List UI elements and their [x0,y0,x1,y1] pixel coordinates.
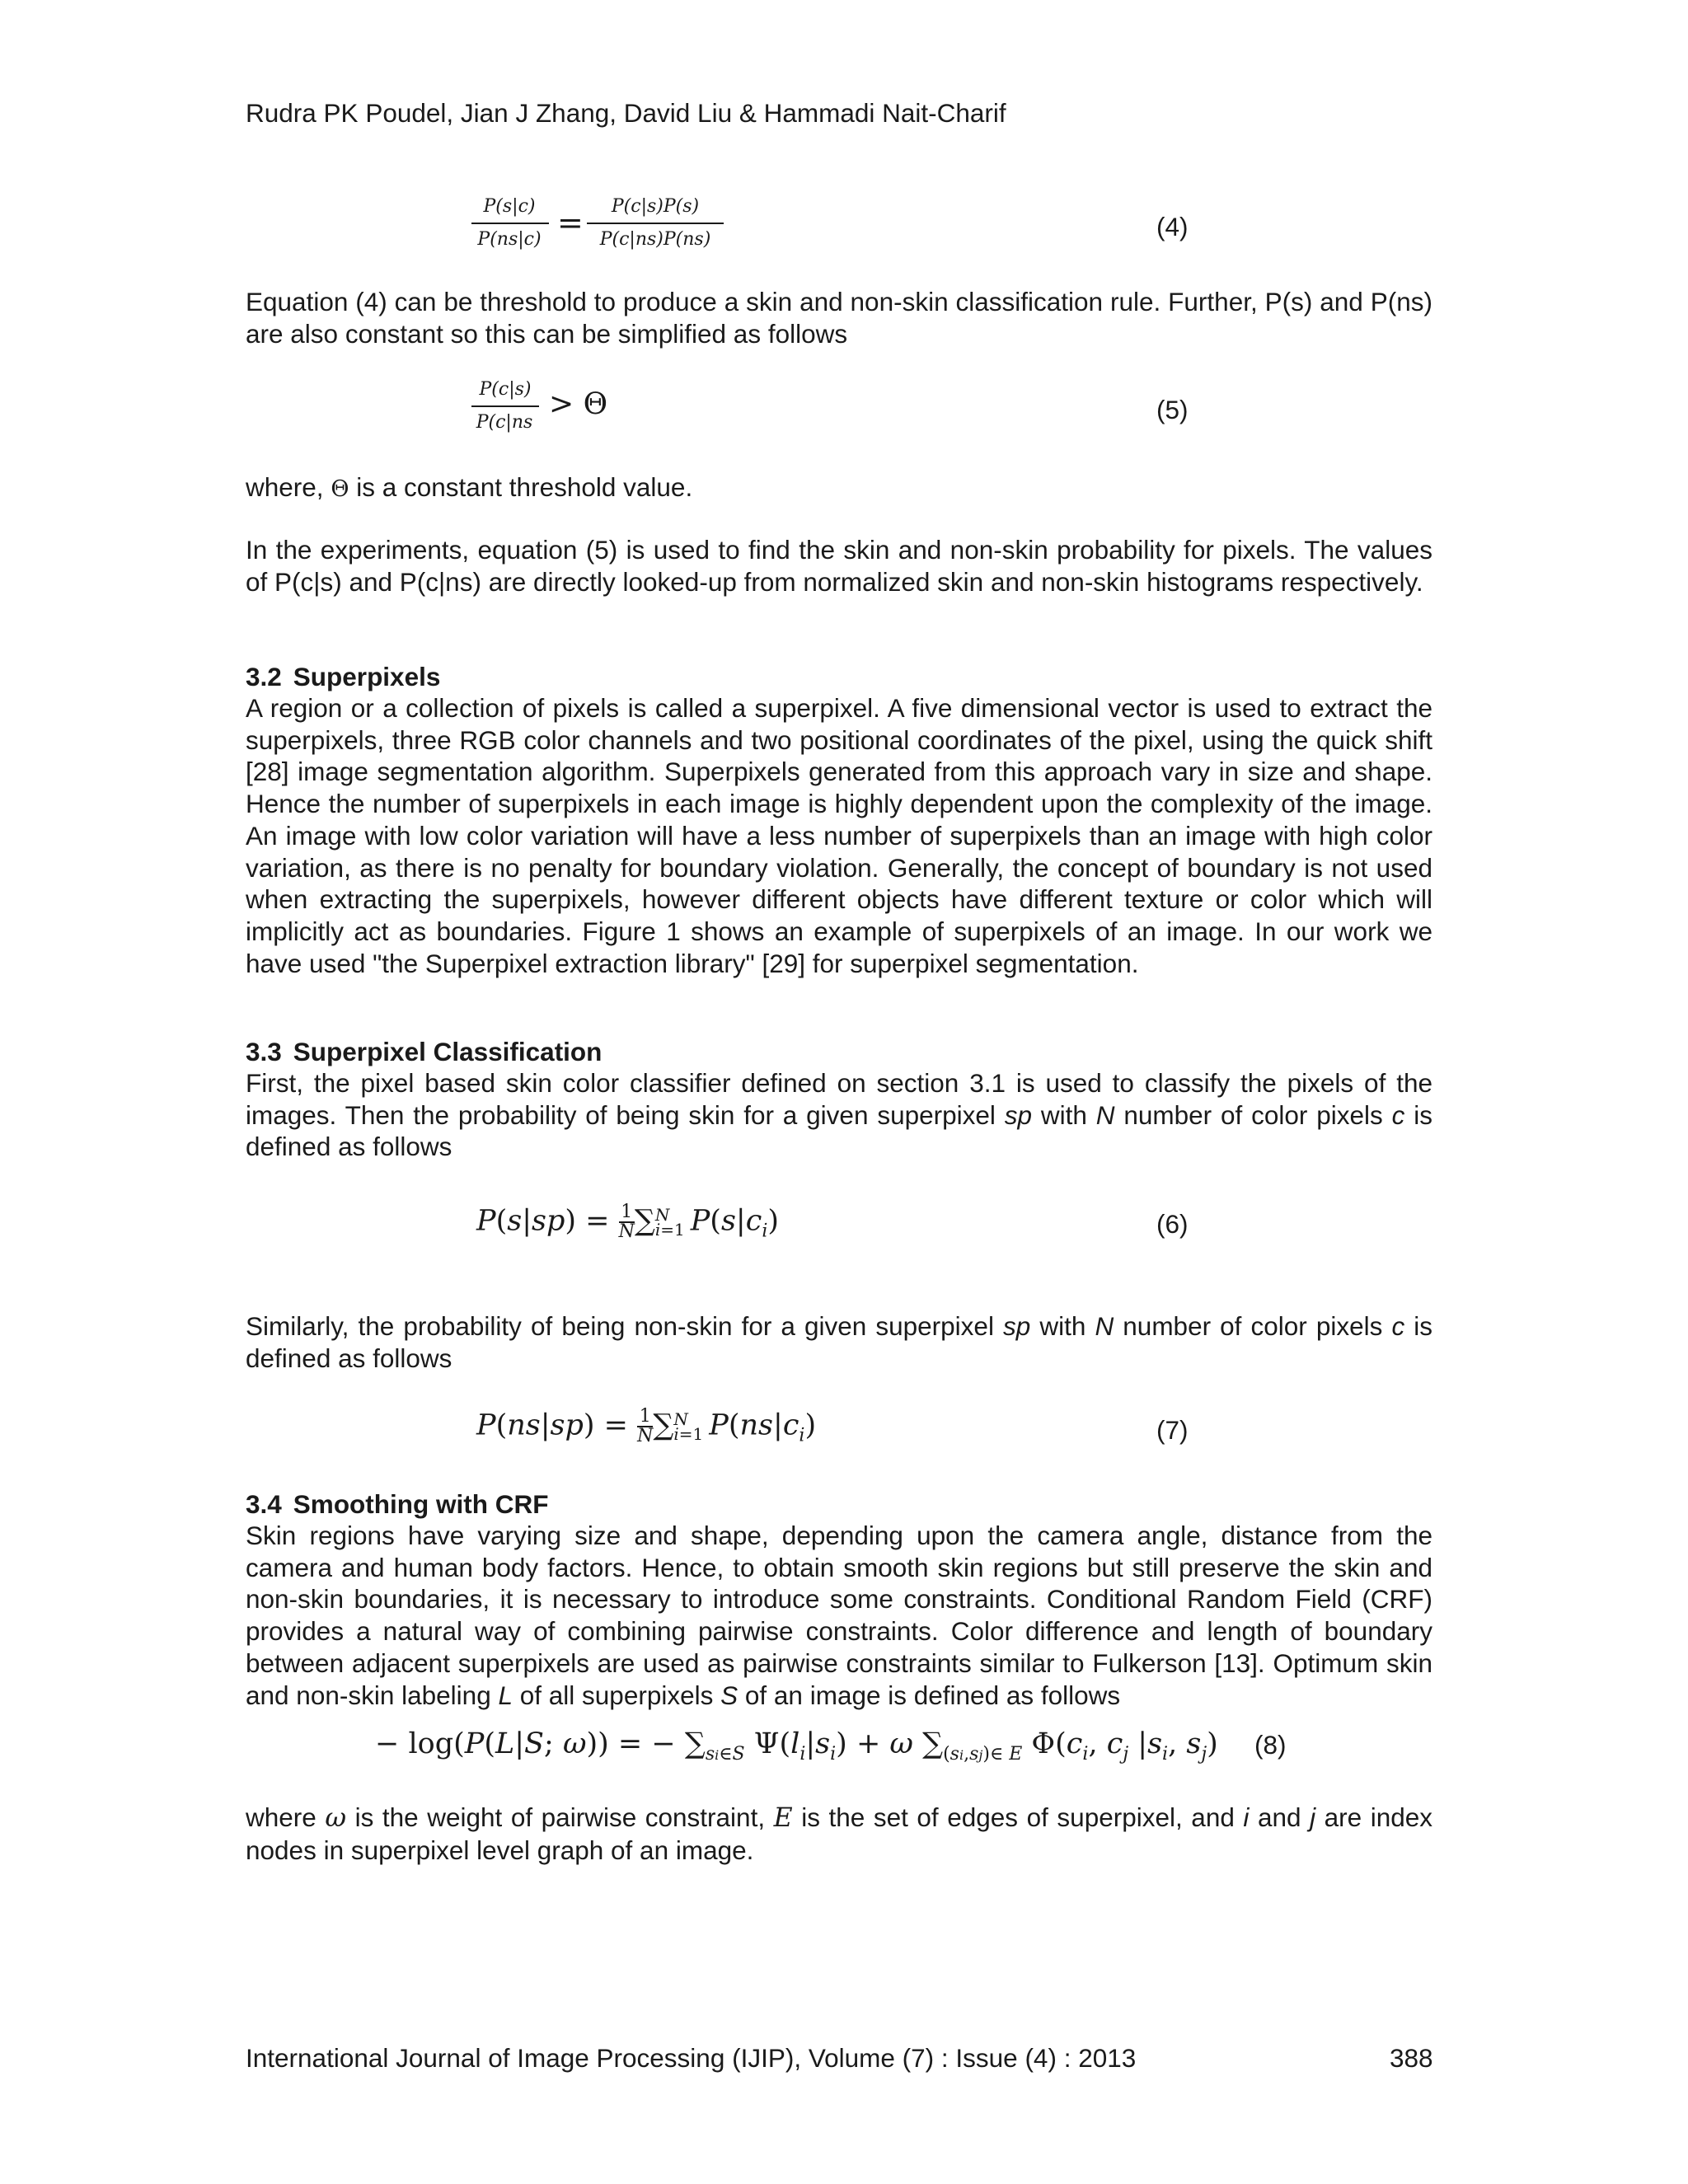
text-run: is the weight of pairwise constraint, [346,1802,774,1832]
eq5-numerator: P(c|s) [479,379,532,400]
variable-omega: ω [325,1803,347,1833]
paragraph-weight-definition [246,1802,1432,1866]
text-run: with [1030,1311,1095,1341]
theta-text-post: is a constant threshold value. [349,472,693,502]
eq4-lhs-fraction-bar [471,223,549,224]
variable-E: E [773,1803,793,1833]
variable-sp: sp [1004,1099,1033,1130]
eq7-number: (7) [1156,1415,1189,1445]
theta-text-pre: where, [246,472,331,502]
paragraph-experiments: In the experiments, equation (5) is used to find the skin and non-skin probability for pixels. The values of P(c|s) and P(c|ns) are directly looked-up from normalized skin and non-skin histograms respectively. [246,535,1432,597]
paragraph-crf-smoothing [246,1520,1432,1711]
running-header-authors: Rudra PK Poudel, Jian J Zhang, David Liu & Hammadi Nait-Charif [246,98,1006,128]
text-run: number of color pixels [1114,1099,1392,1130]
text-run: where [246,1802,326,1832]
paragraph-superpixels: A region or a collection of pixels is called a superpixel. A five dimensional vector is used to extract the superpixels, three RGB color channels and two positional coordinates of the pixel, using the quick shift [28] image segmentation algorithm. Superpixels generated from this approach vary in size and shape. Hence the number of superpixels in each image is highly dependent upon the complexity of the image. An image with low color variation will have a less number of superpixels than an image with high color variation, as there is no penalty for boundary violation. Generally, the concept of boundary is not used when extracting the superpixels, however different objects have different texture or color which will implicitly act as boundaries. Figure 1 shows an example of superpixels of an image. In our work we have used "the Superpixel extraction library" [29] for superpixel segmentation. [246,693,1432,978]
footer-journal: International Journal of Image Processing (IJIP), Volume (7) : Issue (4) : 2013 [246,2043,1137,2073]
variable-sp: sp [1003,1311,1031,1341]
text-run: of an image is defined as follows [738,1680,1121,1710]
text-run: and [1249,1802,1311,1832]
eq4-rhs-numerator: P(c|s)P(s) [611,196,700,217]
eq4-equals-sign: = [557,204,584,241]
section-heading-3-4 [246,1488,549,1521]
text-run: Skin regions have varying size and shape, depending upon the camera angle, distance from the camera and human body factors. Hence, to obtain smooth skin regions but still preserve the skin and non-skin boundaries, it is necessary to introduce some constraints. Conditional Random Field (CRF) provides a natural way of combining pairwise constraints. Color difference and length of boundary between adjacent superpixels are used as pairwise constraints similar to Fulkerson [13]. Optimum skin and non-skin labeling [246,1521,1432,1710]
section-number: 3.3 [246,1037,282,1066]
eq4-lhs-denominator: P(ns|c) [477,229,542,250]
text-run: of all superpixels [513,1680,721,1710]
paragraph-superpixel-classification [246,1067,1432,1163]
variable-c: c [1391,1311,1405,1341]
section-heading-3-3 [246,1036,602,1068]
text-run: number of color pixels [1114,1311,1392,1341]
text-run: First, the pixel based skin color classifier defined on section 3.1 is used to classify the pixels of the images. Then the probability of being skin for a given superpixel [246,1068,1432,1130]
text-run: are index nodes in superpixel level graph of an image. [246,1802,1433,1865]
section-number: 3.2 [246,662,282,691]
paragraph-non-skin-probability [246,1310,1432,1374]
eq5-denominator: P(c|ns [476,412,533,433]
eq6-number: (6) [1156,1209,1189,1239]
paragraph-theta [246,471,1432,506]
text-run: with [1032,1099,1096,1130]
variable-N: N [1095,1099,1115,1130]
section-title: Superpixel Classification [293,1037,603,1066]
eq8-number: (8) [1254,1730,1287,1760]
text-run: is the set of edges of superpixel, and [792,1802,1244,1832]
section-heading-3-2 [246,661,440,693]
footer-page-number: 388 [1390,2043,1433,2073]
variable-N: N [1095,1311,1114,1341]
section-title: Superpixels [293,662,441,691]
variable-S: S [720,1680,738,1710]
eq5-relation: > Θ [549,387,608,421]
eq5-fraction-bar [471,405,539,407]
variable-i: i [1243,1802,1250,1832]
eq4-number: (4) [1156,212,1189,241]
variable-c: c [1391,1099,1405,1130]
section-number: 3.4 [246,1489,282,1519]
text-run: is defined as follows [246,1099,1432,1162]
eq5-number: (5) [1156,395,1189,424]
paragraph-eq4-threshold: Equation (4) can be threshold to produce a skin and non-skin classification rule. Further, P(s) and P(ns) are also constant so this can be simplified as follows [246,287,1432,349]
eq7-expression: P(ns|sp) = $\frac{1}{N}$ ∑ N i=1 $P(ns|c_i)$ [476,1406,817,1446]
variable-L: L [498,1680,513,1710]
text-run: is defined as follows [246,1311,1433,1373]
eq6-expression: P(s|sp) = $\frac{1}{N}$ ∑ N i=1 $P(s|c_i)$ [476,1202,780,1242]
variable-j: j [1310,1802,1316,1832]
eq4-rhs-denominator: P(c|ns)P(ns) [599,229,711,250]
eq4-rhs-fraction-bar [587,223,724,224]
section-title: Smoothing with CRF [293,1489,549,1519]
text-run: Similarly, the probability of being non-skin for a given superpixel [246,1311,1004,1341]
eq4-lhs-numerator: P(s|c) [483,196,536,217]
theta-symbol: Θ [331,476,349,502]
eq8-expression: − log(P(L|S; ω)) = − $\sum_{si\in S}$ $\Psi(l_i|s_i) + \omega$ $\sum_{(si,sj)\in E}$ $\Phi(c_i$, $c_j$ $|s_i$, $s_j$) [375,1727,1218,1765]
